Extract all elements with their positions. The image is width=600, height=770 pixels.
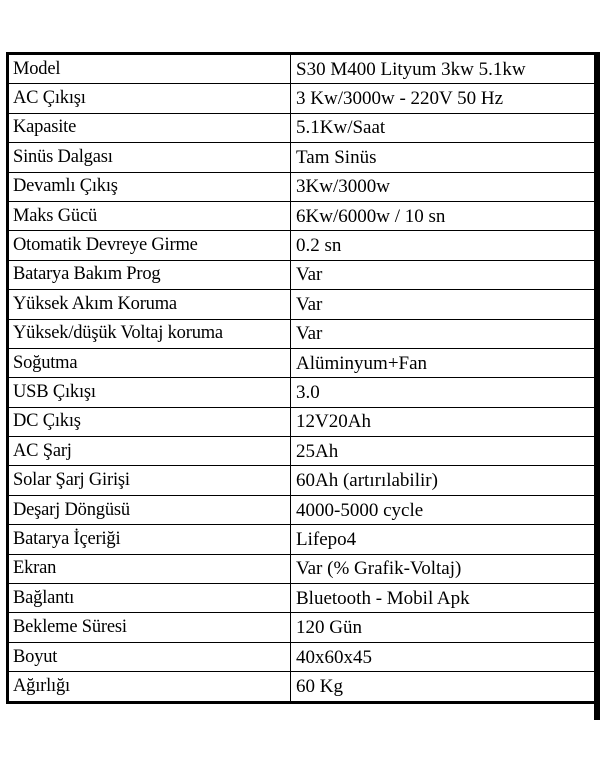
spec-value: 120 Gün bbox=[291, 613, 600, 642]
spec-label: USB Çıkışı bbox=[8, 378, 291, 407]
spec-value: Var (% Grafik-Voltaj) bbox=[291, 554, 600, 583]
spec-label: Batarya İçeriği bbox=[8, 525, 291, 554]
spec-label: Sinüs Dalgası bbox=[8, 143, 291, 172]
spec-label: Deşarj Döngüsü bbox=[8, 495, 291, 524]
spec-value: 3.0 bbox=[291, 378, 600, 407]
table-row bbox=[8, 672, 600, 702]
spec-label: Devamlı Çıkış bbox=[8, 172, 291, 201]
spec-value: Var bbox=[291, 260, 600, 289]
table-row bbox=[8, 54, 600, 84]
spec-value: 25Ah bbox=[291, 437, 600, 466]
table-row bbox=[8, 642, 600, 671]
spec-value: Alüminyum+Fan bbox=[291, 348, 600, 377]
table-row bbox=[8, 113, 600, 142]
spec-label: Batarya Bakım Prog bbox=[8, 260, 291, 289]
spec-value: 40x60x45 bbox=[291, 642, 600, 671]
spec-table bbox=[6, 52, 600, 704]
table-row bbox=[8, 407, 600, 436]
spec-value: 12V20Ah bbox=[291, 407, 600, 436]
spec-value: 6Kw/6000w / 10 sn bbox=[291, 201, 600, 230]
spec-label: Ekran bbox=[8, 554, 291, 583]
spec-value: Tam Sinüs bbox=[291, 143, 600, 172]
spec-value: Bluetooth - Mobil Apk bbox=[291, 584, 600, 613]
table-row bbox=[8, 84, 600, 113]
table-row bbox=[8, 378, 600, 407]
spec-value: 3 Kw/3000w - 220V 50 Hz bbox=[291, 84, 600, 113]
spec-label: Boyut bbox=[8, 642, 291, 671]
spec-table-body bbox=[8, 54, 600, 703]
table-row bbox=[8, 466, 600, 495]
spec-label: AC Şarj bbox=[8, 437, 291, 466]
table-row bbox=[8, 554, 600, 583]
spec-label: Bekleme Süresi bbox=[8, 613, 291, 642]
spec-value: 4000-5000 cycle bbox=[291, 495, 600, 524]
spec-label: Kapasite bbox=[8, 113, 291, 142]
right-border-bar bbox=[594, 52, 600, 720]
table-row bbox=[8, 201, 600, 230]
table-row bbox=[8, 231, 600, 260]
table-row bbox=[8, 319, 600, 348]
table-row bbox=[8, 290, 600, 319]
spec-value: 60Ah (artırılabilir) bbox=[291, 466, 600, 495]
table-row bbox=[8, 495, 600, 524]
spec-label: Yüksek Akım Koruma bbox=[8, 290, 291, 319]
table-row bbox=[8, 613, 600, 642]
spec-label: Bağlantı bbox=[8, 584, 291, 613]
spec-value: S30 M400 Lityum 3kw 5.1kw bbox=[291, 54, 600, 84]
spec-label: Otomatik Devreye Girme bbox=[8, 231, 291, 260]
table-row bbox=[8, 260, 600, 289]
spec-label: Soğutma bbox=[8, 348, 291, 377]
spec-value: Var bbox=[291, 290, 600, 319]
spec-value: 60 Kg bbox=[291, 672, 600, 702]
table-row bbox=[8, 172, 600, 201]
spec-label: Model bbox=[8, 54, 291, 84]
spec-value: Var bbox=[291, 319, 600, 348]
table-row bbox=[8, 143, 600, 172]
spec-value: 0.2 sn bbox=[291, 231, 600, 260]
spec-label: Maks Gücü bbox=[8, 201, 291, 230]
spec-value: 3Kw/3000w bbox=[291, 172, 600, 201]
table-row bbox=[8, 348, 600, 377]
spec-value: 5.1Kw/Saat bbox=[291, 113, 600, 142]
spec-label: AC Çıkışı bbox=[8, 84, 291, 113]
table-row bbox=[8, 584, 600, 613]
spec-label: DC Çıkış bbox=[8, 407, 291, 436]
spec-label: Solar Şarj Girişi bbox=[8, 466, 291, 495]
table-row bbox=[8, 437, 600, 466]
spec-label: Yüksek/düşük Voltaj koruma bbox=[8, 319, 291, 348]
spec-value: Lifepo4 bbox=[291, 525, 600, 554]
spec-label: Ağırlığı bbox=[8, 672, 291, 702]
table-row bbox=[8, 525, 600, 554]
